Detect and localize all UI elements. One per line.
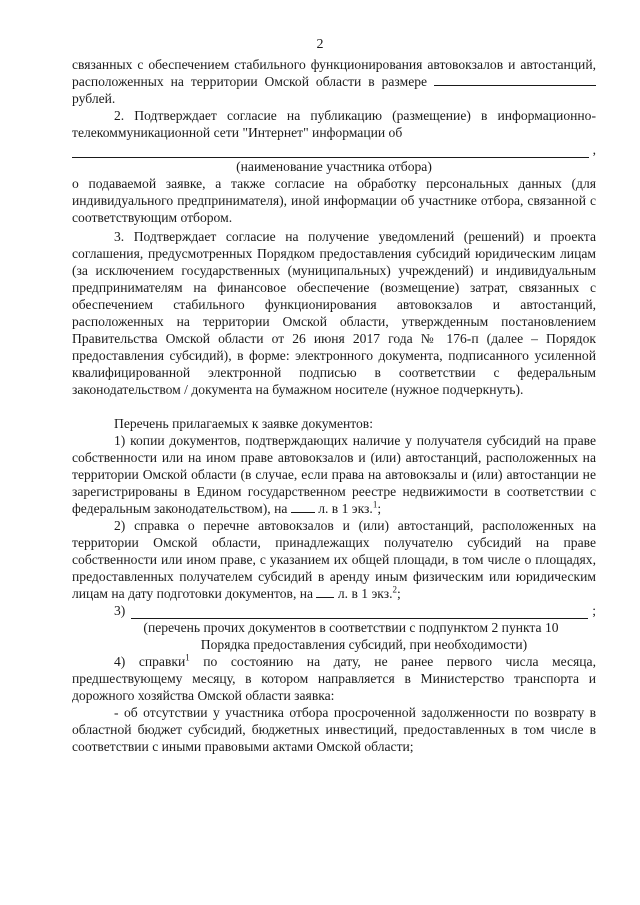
attachment-item-2-tail: л. в 1 экз.: [334, 586, 393, 601]
attachment-item-4-subitem: - об отсутствии у участника отбора просроченной задолженности по возврату в областной бюджет субсидий, бюджетных инвестиций, предоставленных в том числе в соответствии с иными правовыми актами Омской области;: [72, 705, 596, 754]
footnote-marker-2: 2: [392, 584, 398, 595]
other-documents-caption-1: (перечень прочих документов в соответствии с подпунктом 2 пункта 10: [143, 620, 559, 635]
paragraph-2: 2. Подтверждает согласие на публикацию (размещение) в информационно-телекоммуникационной сети "Интернет" информации об: [72, 108, 596, 140]
footnote-marker-4: 1: [185, 652, 190, 663]
paragraph-3: 3. Подтверждает согласие на получение уведомлений (решений) и проекта соглашения, предусмотренных Порядком предоставления субсидий юридическим лицам (за исключением государственных (муниципальных) учреждений) и индивидуальным предпринимателям на финансовое обеспечение (возмещение) затрат, связанных с обеспечением стабильного функционирования автовокзалов и автостанций, расположенных на территории Омской области, утвержденным постановлением Правительства Омской области от 26 июня 2017 года № 176-п (далее – Порядок предоставления субсидий), в форме: электронного документа, подписанного усиленной квалифицированной электронной подписью в соответствии с федеральным законодательством / документа на бумажном носителе (нужное подчеркнуть).: [72, 229, 596, 397]
attachment-item-1: [72, 432, 596, 517]
attachment-item-4-lead: 4) справки: [114, 654, 186, 669]
attachment-item-1-tail: л. в 1 экз.: [314, 501, 373, 516]
attachment-item-3-label: 3): [114, 603, 126, 618]
participant-line-end: ,: [592, 142, 596, 157]
attachment-item-4: [72, 653, 596, 704]
participant-line: [72, 141, 596, 158]
attachment-item-4-text: по состоянию на дату, не ранее первого числа месяца, предшествующему месяцу, в котором направляется в Министерство транспорта и дорожного хозяйства Омской области заявка:: [72, 654, 596, 703]
document-body: [72, 56, 596, 755]
attachment-item-3-end: ;: [592, 603, 596, 618]
paragraph-1-tail: рублей.: [72, 91, 116, 106]
attachments-title: Перечень прилагаемых к заявке документов:: [114, 416, 374, 431]
participant-caption: (наименование участника отбора): [236, 159, 432, 174]
page-number: 2: [316, 37, 324, 52]
spacer: [72, 398, 596, 415]
paragraph-2-continued: о подаваемой заявке, а также согласие на обработку персональных данных (для индивидуального предпринимателя), иной информации об участнике отбора, связанной с соответствующим отбором.: [72, 176, 596, 225]
amount-blank: [434, 73, 596, 86]
attachment-item-2-text: 2) справка о перечне автовокзалов и (или) автостанций, расположенных на территории Омской области, принадлежащих получателю субсидий на праве собственности или ином праве, с указанием их общей площади, в том числе о площадях, предоставленных получателем субсидий в аренду иным физическим или юридическим лицам на дату подготовки документов, на: [72, 518, 596, 601]
paragraph-1: [72, 56, 596, 107]
other-documents-caption-2: Порядка предоставления субсидий, при необходимости): [200, 637, 528, 652]
paragraph-1-text: связанных с обеспечением стабильного функционирования автовокзалов и автостанций, расположенных на территории Омской области в размере: [72, 57, 596, 89]
attachment-item-2: [72, 517, 596, 602]
footnote-marker-1: 1: [372, 499, 378, 510]
attachment-item-1-text: 1) копии документов, подтверждающих наличие у получателя субсидий на праве собственности или на ином праве автовокзалов и (или) автостанций, расположенных на территории Омской области (в случае, если права на автовокзалы и (или) автостанции не зарегистрированы в Едином государственном реестре недвижимости в соответствии с федеральным законодательством), на: [72, 433, 596, 516]
attachment-item-1-end: ;: [377, 501, 382, 516]
other-documents-blank: [131, 602, 588, 619]
item-2-pages-blank: [316, 585, 334, 598]
attachment-item-3: [72, 602, 596, 619]
participant-name-blank: [72, 141, 589, 158]
attachment-item-2-end: ;: [397, 586, 401, 601]
item-1-pages-blank: [291, 500, 315, 513]
